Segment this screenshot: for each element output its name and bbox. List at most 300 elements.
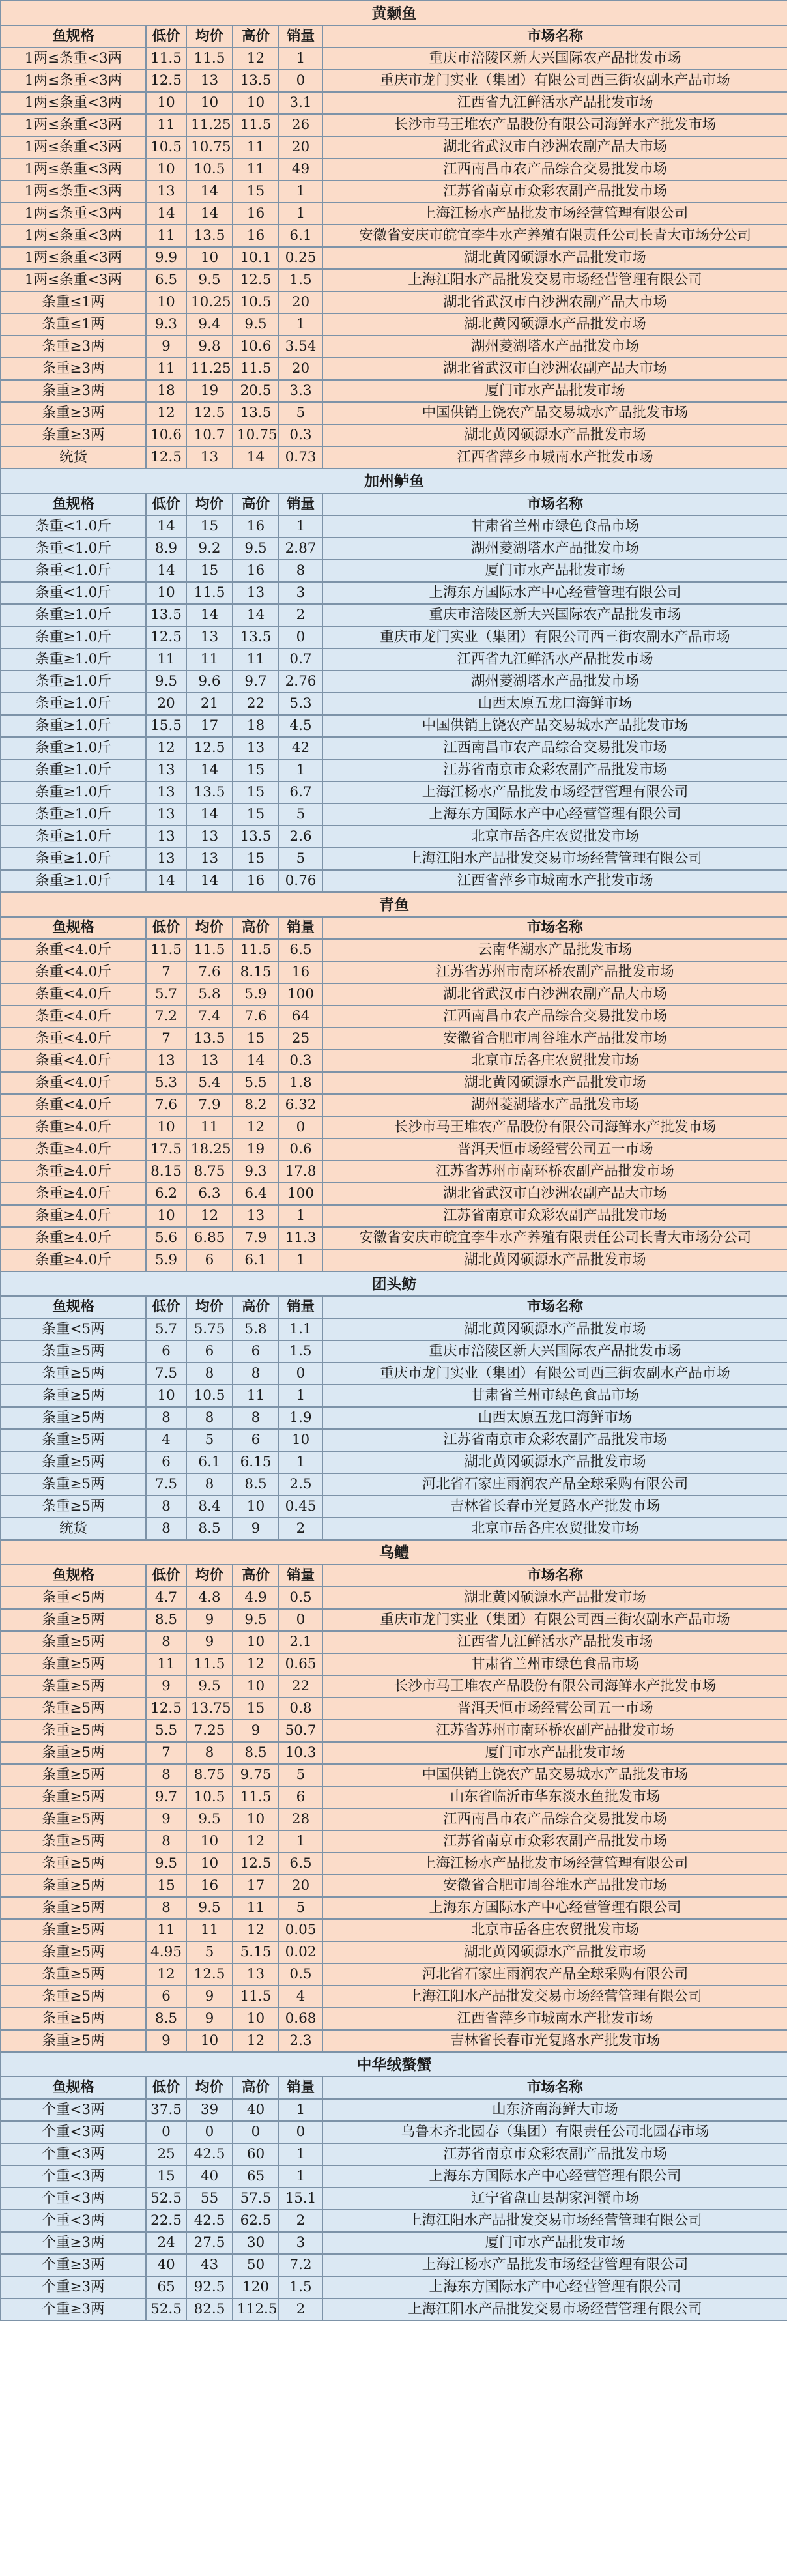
cell-volume: 6 bbox=[279, 1786, 322, 1808]
table-row bbox=[1, 515, 787, 538]
cell-market: 安徽省安庆市皖宜李牛水产养殖有限责任公司长青大市场分公司 bbox=[322, 1227, 787, 1249]
cell-avg: 10 bbox=[186, 247, 233, 269]
cell-avg: 9.5 bbox=[186, 1675, 233, 1698]
cell-market: 湖北省武汉市白沙洲农副产品大市场 bbox=[322, 1183, 787, 1205]
table-row bbox=[1, 2276, 787, 2298]
cell-volume: 5.3 bbox=[279, 693, 322, 715]
cell-low: 14 bbox=[146, 515, 186, 538]
cell-market: 上海江阳水产品批发交易市场经营管理有限公司 bbox=[322, 1986, 787, 2008]
cell-spec: 1两≤条重<3两 bbox=[1, 203, 146, 225]
cell-high: 10 bbox=[233, 1675, 279, 1698]
cell-market: 湖北黄冈硕源水产品批发市场 bbox=[322, 1318, 787, 1340]
section-title-row bbox=[1, 892, 787, 917]
cell-volume: 0 bbox=[279, 2121, 322, 2143]
cell-spec: 条重<4.0斤 bbox=[1, 939, 146, 961]
cell-market: 中国供销上饶农产品交易城水产品批发市场 bbox=[322, 1764, 787, 1786]
cell-spec: 条重≥1.0斤 bbox=[1, 759, 146, 781]
table-row bbox=[1, 70, 787, 92]
cell-high: 11 bbox=[233, 1897, 279, 1919]
cell-volume: 5 bbox=[279, 1764, 322, 1786]
cell-low: 12.5 bbox=[146, 70, 186, 92]
cell-high: 9.7 bbox=[233, 671, 279, 693]
cell-low: 9 bbox=[146, 1808, 186, 1831]
cell-market: 重庆市龙门实业（集团）有限公司西三街农副水产品市场 bbox=[322, 70, 787, 92]
cell-low: 8.5 bbox=[146, 2008, 186, 2030]
cell-spec: 条重≥5两 bbox=[1, 1764, 146, 1786]
cell-low: 14 bbox=[146, 560, 186, 582]
cell-avg: 14 bbox=[186, 870, 233, 892]
section-title: 黄颡鱼 bbox=[1, 1, 787, 25]
cell-market: 山东济南海鲜大市场 bbox=[322, 2099, 787, 2121]
cell-spec: 1两≤条重<3两 bbox=[1, 247, 146, 269]
cell-volume: 0.68 bbox=[279, 2008, 322, 2030]
cell-volume: 1 bbox=[279, 2143, 322, 2165]
column-header-volume: 销量 bbox=[279, 917, 322, 939]
table-row bbox=[1, 1072, 787, 1094]
cell-low: 6.2 bbox=[146, 1183, 186, 1205]
cell-avg: 10.5 bbox=[186, 1385, 233, 1407]
cell-low: 18 bbox=[146, 380, 186, 402]
cell-market: 河北省石家庄雨润农产品全球采购有限公司 bbox=[322, 1963, 787, 1986]
table-row bbox=[1, 2008, 787, 2030]
cell-high: 8 bbox=[233, 1363, 279, 1385]
cell-spec: 条重<1.0斤 bbox=[1, 515, 146, 538]
table-row bbox=[1, 1941, 787, 1963]
cell-volume: 16 bbox=[279, 961, 322, 983]
cell-volume: 2 bbox=[279, 2210, 322, 2232]
cell-spec: 条重<4.0斤 bbox=[1, 1072, 146, 1094]
cell-avg: 13.5 bbox=[186, 1028, 233, 1050]
cell-high: 22 bbox=[233, 693, 279, 715]
cell-avg: 13.5 bbox=[186, 225, 233, 247]
cell-volume: 0.5 bbox=[279, 1963, 322, 1986]
cell-market: 上海江阳水产品批发交易市场经营管理有限公司 bbox=[322, 2210, 787, 2232]
cell-high: 12 bbox=[233, 1116, 279, 1138]
cell-low: 20 bbox=[146, 693, 186, 715]
cell-volume: 0.45 bbox=[279, 1496, 322, 1518]
cell-avg: 13 bbox=[186, 826, 233, 848]
cell-avg: 9 bbox=[186, 1986, 233, 2008]
cell-high: 11 bbox=[233, 1385, 279, 1407]
table-row bbox=[1, 1698, 787, 1720]
table-row bbox=[1, 269, 787, 291]
cell-market: 湖北省武汉市白沙洲农副产品大市场 bbox=[322, 291, 787, 313]
cell-avg: 15 bbox=[186, 515, 233, 538]
cell-volume: 0.5 bbox=[279, 1587, 322, 1609]
cell-spec: 条重≥1.0斤 bbox=[1, 803, 146, 826]
cell-high: 6 bbox=[233, 1429, 279, 1451]
table-row bbox=[1, 136, 787, 158]
cell-high: 11 bbox=[233, 648, 279, 671]
column-header-high: 高价 bbox=[233, 493, 279, 515]
cell-avg: 5.8 bbox=[186, 983, 233, 1006]
cell-low: 12 bbox=[146, 1963, 186, 1986]
cell-volume: 0.8 bbox=[279, 1698, 322, 1720]
cell-market: 江苏省南京市众彩农副产品批发市场 bbox=[322, 1205, 787, 1227]
cell-spec: 条重≥1.0斤 bbox=[1, 671, 146, 693]
cell-high: 60 bbox=[233, 2143, 279, 2165]
cell-market: 重庆市涪陵区新大兴国际农产品批发市场 bbox=[322, 1340, 787, 1363]
cell-high: 11.5 bbox=[233, 114, 279, 136]
cell-avg: 11 bbox=[186, 1116, 233, 1138]
cell-volume: 7.2 bbox=[279, 2254, 322, 2276]
column-header-row bbox=[1, 25, 787, 48]
cell-low: 7 bbox=[146, 1028, 186, 1050]
cell-market: 北京市岳各庄农贸批发市场 bbox=[322, 1050, 787, 1072]
cell-market: 河北省石家庄雨润农产品全球采购有限公司 bbox=[322, 1473, 787, 1496]
cell-high: 12 bbox=[233, 1653, 279, 1675]
cell-volume: 2.76 bbox=[279, 671, 322, 693]
cell-volume: 0.3 bbox=[279, 424, 322, 446]
cell-low: 65 bbox=[146, 2276, 186, 2298]
column-header-low: 低价 bbox=[146, 1565, 186, 1587]
cell-market: 重庆市龙门实业（集团）有限公司西三街农副水产品市场 bbox=[322, 626, 787, 648]
cell-market: 江西省九江鲜活水产品批发市场 bbox=[322, 1631, 787, 1653]
cell-spec: 个重≥3两 bbox=[1, 2276, 146, 2298]
table-row bbox=[1, 1720, 787, 1742]
cell-high: 12 bbox=[233, 48, 279, 70]
cell-high: 9.5 bbox=[233, 538, 279, 560]
column-header-row bbox=[1, 2077, 787, 2099]
cell-high: 10 bbox=[233, 1496, 279, 1518]
cell-spec: 条重≤1两 bbox=[1, 291, 146, 313]
cell-low: 37.5 bbox=[146, 2099, 186, 2121]
cell-market: 普洱天恒市场经营公司五一市场 bbox=[322, 1138, 787, 1161]
cell-high: 19 bbox=[233, 1138, 279, 1161]
cell-spec: 条重≥5两 bbox=[1, 1385, 146, 1407]
table-row bbox=[1, 1675, 787, 1698]
cell-high: 12.5 bbox=[233, 269, 279, 291]
cell-market: 乌鲁木齐北园春（集团）有限责任公司北园春市场 bbox=[322, 2121, 787, 2143]
table-row bbox=[1, 1385, 787, 1407]
cell-low: 10 bbox=[146, 291, 186, 313]
cell-market: 厦门市水产品批发市场 bbox=[322, 380, 787, 402]
cell-spec: 条重≥3两 bbox=[1, 380, 146, 402]
cell-high: 16 bbox=[233, 515, 279, 538]
cell-high: 0 bbox=[233, 2121, 279, 2143]
cell-volume: 22 bbox=[279, 1675, 322, 1698]
table-row bbox=[1, 693, 787, 715]
cell-avg: 6 bbox=[186, 1249, 233, 1271]
cell-volume: 5 bbox=[279, 402, 322, 424]
section-title-row bbox=[1, 1, 787, 25]
cell-volume: 3 bbox=[279, 2232, 322, 2254]
cell-volume: 2.87 bbox=[279, 538, 322, 560]
cell-avg: 10 bbox=[186, 1853, 233, 1875]
cell-volume: 64 bbox=[279, 1006, 322, 1028]
cell-high: 15 bbox=[233, 803, 279, 826]
cell-market: 上海江阳水产品批发交易市场经营管理有限公司 bbox=[322, 2298, 787, 2321]
cell-spec: 条重≥5两 bbox=[1, 2008, 146, 2030]
cell-spec: 个重≥3两 bbox=[1, 2298, 146, 2321]
cell-volume: 49 bbox=[279, 158, 322, 181]
cell-spec: 条重≥5两 bbox=[1, 1786, 146, 1808]
cell-market: 江西南昌市农产品综合交易批发市场 bbox=[322, 1808, 787, 1831]
cell-low: 11.5 bbox=[146, 939, 186, 961]
cell-avg: 9 bbox=[186, 2008, 233, 2030]
cell-market: 江苏省南京市众彩农副产品批发市场 bbox=[322, 759, 787, 781]
cell-avg: 9.2 bbox=[186, 538, 233, 560]
cell-market: 湖北黄冈硕源水产品批发市场 bbox=[322, 1249, 787, 1271]
table-row bbox=[1, 158, 787, 181]
table-row bbox=[1, 1407, 787, 1429]
cell-volume: 1.5 bbox=[279, 1340, 322, 1363]
table-row bbox=[1, 1094, 787, 1116]
cell-spec: 统货 bbox=[1, 1518, 146, 1540]
cell-spec: 条重≤1两 bbox=[1, 313, 146, 336]
cell-market: 上海东方国际水产中心经营管理有限公司 bbox=[322, 2276, 787, 2298]
table-row bbox=[1, 1853, 787, 1875]
cell-low: 15 bbox=[146, 1875, 186, 1897]
cell-market: 湖北黄冈硕源水产品批发市场 bbox=[322, 247, 787, 269]
table-row bbox=[1, 1496, 787, 1518]
cell-spec: 条重≥5两 bbox=[1, 1473, 146, 1496]
cell-low: 10 bbox=[146, 1205, 186, 1227]
table-row bbox=[1, 2165, 787, 2188]
table-row bbox=[1, 759, 787, 781]
cell-low: 13 bbox=[146, 803, 186, 826]
cell-low: 8.5 bbox=[146, 1609, 186, 1631]
cell-volume: 1 bbox=[279, 1451, 322, 1473]
table-row bbox=[1, 1050, 787, 1072]
table-row bbox=[1, 1875, 787, 1897]
cell-avg: 4.8 bbox=[186, 1587, 233, 1609]
cell-low: 11 bbox=[146, 114, 186, 136]
cell-low: 7.5 bbox=[146, 1363, 186, 1385]
cell-spec: 条重≥5两 bbox=[1, 1451, 146, 1473]
cell-spec: 个重≥3两 bbox=[1, 2254, 146, 2276]
cell-spec: 1两≤条重<3两 bbox=[1, 48, 146, 70]
table-row bbox=[1, 48, 787, 70]
cell-low: 13 bbox=[146, 759, 186, 781]
cell-market: 北京市岳各庄农贸批发市场 bbox=[322, 1919, 787, 1941]
section-title: 青鱼 bbox=[1, 892, 787, 917]
cell-low: 11 bbox=[146, 1919, 186, 1941]
cell-volume: 3.3 bbox=[279, 380, 322, 402]
cell-avg: 9.5 bbox=[186, 1897, 233, 1919]
cell-high: 8.15 bbox=[233, 961, 279, 983]
cell-volume: 0.05 bbox=[279, 1919, 322, 1941]
table-row bbox=[1, 313, 787, 336]
column-header-avg: 均价 bbox=[186, 917, 233, 939]
cell-spec: 1两≤条重<3两 bbox=[1, 92, 146, 114]
cell-low: 7 bbox=[146, 1742, 186, 1764]
cell-market: 重庆市涪陵区新大兴国际农产品批发市场 bbox=[322, 604, 787, 626]
cell-high: 14 bbox=[233, 446, 279, 469]
cell-avg: 7.9 bbox=[186, 1094, 233, 1116]
cell-high: 112.5 bbox=[233, 2298, 279, 2321]
cell-high: 13.5 bbox=[233, 70, 279, 92]
cell-spec: 条重≥1.0斤 bbox=[1, 737, 146, 759]
cell-volume: 20 bbox=[279, 136, 322, 158]
cell-market: 湖州菱湖塔水产品批发市场 bbox=[322, 671, 787, 693]
cell-spec: 条重≥5两 bbox=[1, 1853, 146, 1875]
cell-low: 9.5 bbox=[146, 1853, 186, 1875]
cell-spec: 条重≥5两 bbox=[1, 1919, 146, 1941]
cell-spec: 条重≥4.0斤 bbox=[1, 1116, 146, 1138]
cell-volume: 10 bbox=[279, 1429, 322, 1451]
table-row bbox=[1, 1919, 787, 1941]
table-row bbox=[1, 1963, 787, 1986]
cell-high: 13 bbox=[233, 737, 279, 759]
cell-market: 上海东方国际水产中心经营管理有限公司 bbox=[322, 1897, 787, 1919]
table-row bbox=[1, 336, 787, 358]
column-header-spec: 鱼规格 bbox=[1, 25, 146, 48]
table-row bbox=[1, 604, 787, 626]
cell-low: 5.9 bbox=[146, 1249, 186, 1271]
cell-market: 江西省萍乡市城南水产批发市场 bbox=[322, 2008, 787, 2030]
column-header-volume: 销量 bbox=[279, 25, 322, 48]
cell-high: 10.1 bbox=[233, 247, 279, 269]
cell-low: 13 bbox=[146, 181, 186, 203]
cell-market: 长沙市马王堆农产品股份有限公司海鲜水产批发市场 bbox=[322, 114, 787, 136]
cell-market: 湖北黄冈硕源水产品批发市场 bbox=[322, 1941, 787, 1963]
cell-avg: 12.5 bbox=[186, 1963, 233, 1986]
table-row bbox=[1, 1986, 787, 2008]
cell-spec: 条重≥5两 bbox=[1, 1653, 146, 1675]
cell-avg: 13 bbox=[186, 626, 233, 648]
price-table-body bbox=[1, 1, 787, 2321]
cell-volume: 2.1 bbox=[279, 1631, 322, 1653]
cell-volume: 1 bbox=[279, 313, 322, 336]
cell-low: 9.5 bbox=[146, 671, 186, 693]
cell-low: 11 bbox=[146, 648, 186, 671]
cell-volume: 0.76 bbox=[279, 870, 322, 892]
cell-volume: 100 bbox=[279, 1183, 322, 1205]
cell-high: 16 bbox=[233, 225, 279, 247]
cell-avg: 12.5 bbox=[186, 737, 233, 759]
cell-spec: 个重<3两 bbox=[1, 2188, 146, 2210]
cell-avg: 9.6 bbox=[186, 671, 233, 693]
cell-volume: 6.5 bbox=[279, 1853, 322, 1875]
cell-spec: 条重<4.0斤 bbox=[1, 961, 146, 983]
cell-avg: 13 bbox=[186, 1050, 233, 1072]
cell-spec: 条重<5两 bbox=[1, 1587, 146, 1609]
cell-high: 18 bbox=[233, 715, 279, 737]
cell-market: 湖北省武汉市白沙洲农副产品大市场 bbox=[322, 358, 787, 380]
cell-volume: 0.65 bbox=[279, 1653, 322, 1675]
cell-low: 7 bbox=[146, 961, 186, 983]
cell-market: 长沙市马王堆农产品股份有限公司海鲜水产批发市场 bbox=[322, 1675, 787, 1698]
cell-volume: 1 bbox=[279, 1205, 322, 1227]
table-row bbox=[1, 2188, 787, 2210]
cell-spec: 条重≥4.0斤 bbox=[1, 1227, 146, 1249]
table-row bbox=[1, 1831, 787, 1853]
cell-low: 0 bbox=[146, 2121, 186, 2143]
cell-market: 北京市岳各庄农贸批发市场 bbox=[322, 1518, 787, 1540]
cell-spec: 条重<5两 bbox=[1, 1318, 146, 1340]
column-header-avg: 均价 bbox=[186, 25, 233, 48]
table-row bbox=[1, 380, 787, 402]
table-row bbox=[1, 1897, 787, 1919]
cell-high: 12 bbox=[233, 1831, 279, 1853]
cell-spec: 条重≥5两 bbox=[1, 1941, 146, 1963]
cell-low: 6 bbox=[146, 1986, 186, 2008]
cell-avg: 10 bbox=[186, 1831, 233, 1853]
table-row bbox=[1, 402, 787, 424]
cell-spec: 条重≥1.0斤 bbox=[1, 648, 146, 671]
cell-volume: 1.1 bbox=[279, 1318, 322, 1340]
cell-avg: 5 bbox=[186, 1941, 233, 1963]
column-header-row bbox=[1, 1296, 787, 1318]
cell-low: 9.7 bbox=[146, 1786, 186, 1808]
cell-high: 6.4 bbox=[233, 1183, 279, 1205]
cell-high: 5.15 bbox=[233, 1941, 279, 1963]
cell-low: 10 bbox=[146, 1116, 186, 1138]
cell-high: 40 bbox=[233, 2099, 279, 2121]
cell-market: 江西省九江鲜活水产品批发市场 bbox=[322, 92, 787, 114]
cell-low: 8 bbox=[146, 1831, 186, 1853]
column-header-market: 市场名称 bbox=[322, 25, 787, 48]
cell-market: 山东省临沂市华东淡水鱼批发市场 bbox=[322, 1786, 787, 1808]
cell-high: 10 bbox=[233, 1808, 279, 1831]
cell-high: 14 bbox=[233, 604, 279, 626]
cell-spec: 条重≥5两 bbox=[1, 1720, 146, 1742]
cell-low: 22.5 bbox=[146, 2210, 186, 2232]
cell-low: 8 bbox=[146, 1764, 186, 1786]
table-row bbox=[1, 1631, 787, 1653]
cell-high: 5.8 bbox=[233, 1318, 279, 1340]
cell-market: 辽宁省盘山县胡家河蟹市场 bbox=[322, 2188, 787, 2210]
table-row bbox=[1, 2030, 787, 2052]
cell-market: 江苏省苏州市南环桥农副产品批发市场 bbox=[322, 1720, 787, 1742]
cell-high: 13.5 bbox=[233, 826, 279, 848]
column-header-avg: 均价 bbox=[186, 2077, 233, 2099]
cell-volume: 3.54 bbox=[279, 336, 322, 358]
cell-market: 湖北黄冈硕源水产品批发市场 bbox=[322, 424, 787, 446]
section-title-row bbox=[1, 1271, 787, 1296]
cell-avg: 8.75 bbox=[186, 1764, 233, 1786]
column-header-high: 高价 bbox=[233, 1296, 279, 1318]
cell-low: 12 bbox=[146, 737, 186, 759]
cell-low: 5.7 bbox=[146, 1318, 186, 1340]
cell-low: 11.5 bbox=[146, 48, 186, 70]
cell-market: 江西南昌市农产品综合交易批发市场 bbox=[322, 737, 787, 759]
cell-volume: 0 bbox=[279, 626, 322, 648]
section-title-row bbox=[1, 2052, 787, 2077]
cell-avg: 5.75 bbox=[186, 1318, 233, 1340]
cell-volume: 0.7 bbox=[279, 648, 322, 671]
cell-high: 15 bbox=[233, 181, 279, 203]
table-row bbox=[1, 1764, 787, 1786]
cell-spec: 条重≥1.0斤 bbox=[1, 604, 146, 626]
cell-volume: 1 bbox=[279, 759, 322, 781]
cell-high: 15 bbox=[233, 1028, 279, 1050]
cell-market: 重庆市龙门实业（集团）有限公司西三街农副水产品市场 bbox=[322, 1363, 787, 1385]
cell-market: 江苏省南京市众彩农副产品批发市场 bbox=[322, 2143, 787, 2165]
cell-avg: 42.5 bbox=[186, 2210, 233, 2232]
cell-market: 北京市岳各庄农贸批发市场 bbox=[322, 826, 787, 848]
cell-high: 10.6 bbox=[233, 336, 279, 358]
cell-spec: 条重≥4.0斤 bbox=[1, 1183, 146, 1205]
column-header-volume: 销量 bbox=[279, 1296, 322, 1318]
cell-volume: 25 bbox=[279, 1028, 322, 1050]
cell-spec: 条重≥5两 bbox=[1, 1675, 146, 1698]
column-header-spec: 鱼规格 bbox=[1, 1296, 146, 1318]
cell-market: 江西省九江鲜活水产品批发市场 bbox=[322, 648, 787, 671]
table-row bbox=[1, 1116, 787, 1138]
cell-spec: 1两≤条重<3两 bbox=[1, 269, 146, 291]
table-row bbox=[1, 1609, 787, 1631]
section-title: 加州鲈鱼 bbox=[1, 469, 787, 493]
table-row bbox=[1, 648, 787, 671]
cell-volume: 6.7 bbox=[279, 781, 322, 803]
table-row bbox=[1, 1249, 787, 1271]
cell-avg: 10.7 bbox=[186, 424, 233, 446]
cell-volume: 6.5 bbox=[279, 939, 322, 961]
cell-high: 10.5 bbox=[233, 291, 279, 313]
cell-high: 120 bbox=[233, 2276, 279, 2298]
